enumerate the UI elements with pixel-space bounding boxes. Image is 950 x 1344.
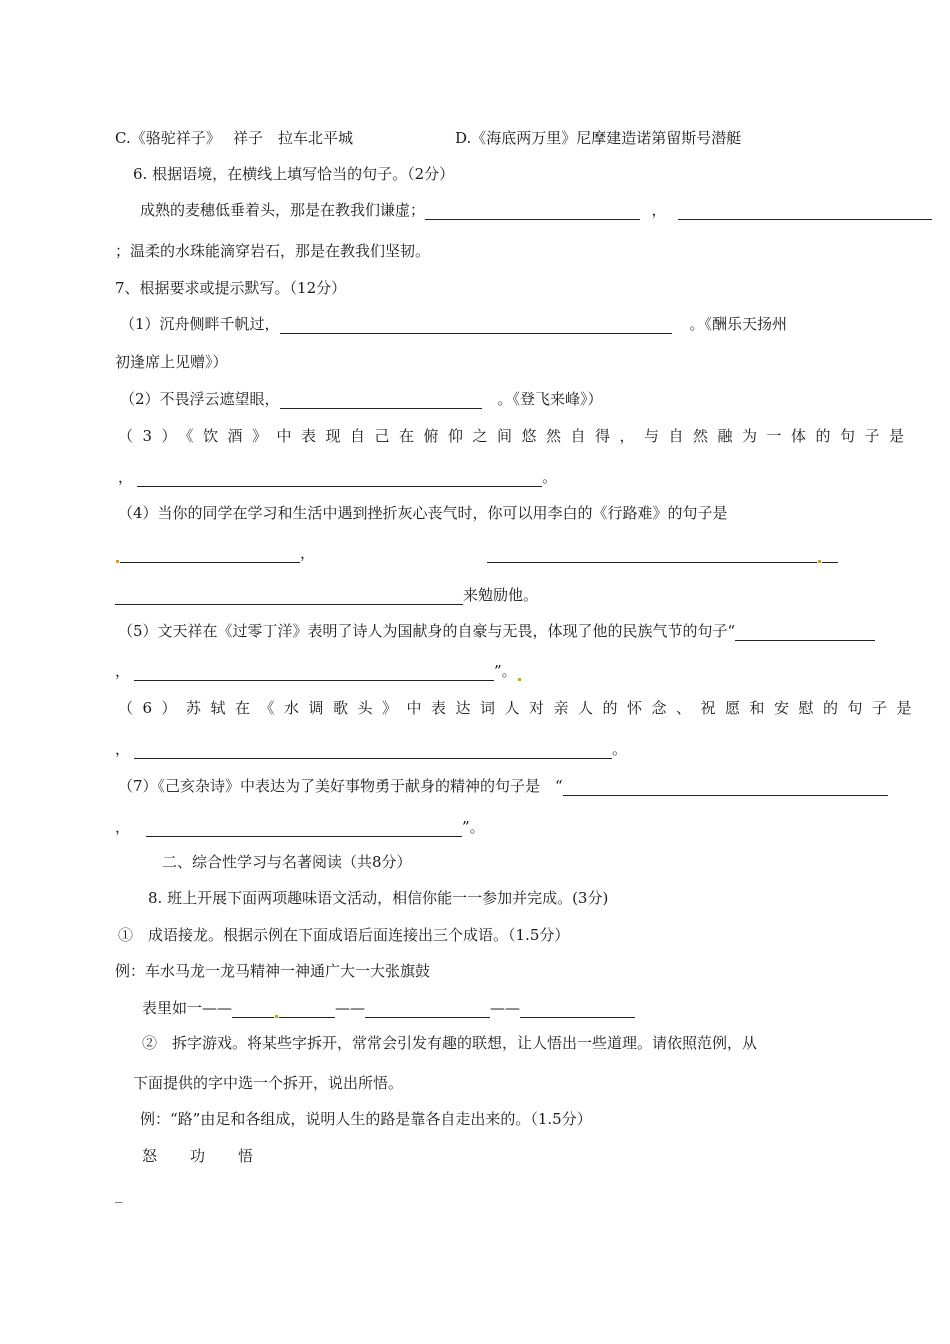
q7-4-comma: ，: [300, 544, 316, 562]
idiom-blank-1a[interactable]: [232, 1001, 274, 1018]
q7-6-answer: [115, 739, 627, 759]
q7-item-6: （6）苏轼在《水调歌头》中表达词人对亲人的怀念、祝愿和安慰的句子是: [118, 699, 922, 717]
q7-3-blank[interactable]: [137, 470, 542, 487]
q8-part-2: ② 拆字游戏。将某些字拆开，常常会引发有趣的联想，让人悟出一些道理。请依照范例，从: [142, 1034, 758, 1052]
q5-option-d: D.《海底两万里》尼摩建造诺第留斯号潜艇: [455, 129, 742, 147]
q7-5-answer: [115, 661, 522, 681]
q6-blank-1[interactable]: [425, 203, 640, 220]
q7-4-blank-2[interactable]: [487, 546, 817, 563]
q6-line1: [140, 200, 932, 220]
mark-dot: [275, 1015, 278, 1018]
q7-item-5: [118, 621, 875, 641]
q7-4-end: 来勉励他。: [463, 586, 539, 604]
q7-title: 7、根据要求或提示默写。（12分）: [115, 279, 347, 297]
mark-dot: [518, 678, 521, 681]
q7-6-lead: ，: [115, 740, 131, 758]
q7-1-source-cont: 初逢席上见赠》）: [115, 353, 228, 371]
q8-title: 8. 班上开展下面两项趣味语文活动，相信你能一一参加并完成。(3分): [148, 889, 609, 907]
idiom-dash-2: ——: [490, 999, 521, 1017]
q7-item-3: （3）《饮酒》中表现自己在俯仰之间悠然自得，与自然融为一体的句子是: [118, 427, 914, 445]
q7-4-blank-1[interactable]: [120, 546, 300, 563]
q8-part-1: ① 成语接龙。根据示例在下面成语后面连接出三个成语。（1.5分）: [118, 926, 570, 944]
q7-4-blank-3[interactable]: [115, 588, 463, 605]
q7-7-end: ”。: [462, 818, 485, 836]
q8-part-1-example: 例：车水马龙一龙马精神一神通广大一大张旗鼓: [115, 962, 431, 980]
q5-option-c: C.《骆驼祥子》 祥子 拉车北平城: [115, 129, 353, 147]
q7-item-7: [118, 776, 888, 796]
q7-7-blank-1[interactable]: [563, 779, 888, 796]
q7-item-1: [120, 314, 787, 334]
q6-line2: ；温柔的水珠能滴穿岩石，那是在教我们坚韧。: [115, 242, 431, 260]
trailing-mark: _: [115, 1185, 123, 1203]
q7-3-answer: [118, 467, 557, 487]
q6-title: 6. 根据语境，在横线上填写恰当的句子。（2分）: [133, 165, 455, 183]
char-option-wu: 悟: [238, 1147, 254, 1165]
q7-1-text: （1）沉舟侧畔千帆过，: [120, 315, 280, 333]
q8-part-2-example: 例：“路”由足和各组成，说明人生的路是靠各自走出来的。（1.5分）: [140, 1110, 592, 1128]
mark-dot: [116, 560, 119, 563]
char-option-gong: 功: [190, 1147, 206, 1165]
q8-char-choices: [142, 1146, 253, 1166]
q7-3-end: 。: [542, 468, 558, 486]
q7-7-blank-2[interactable]: [146, 820, 462, 837]
idiom-dash-1: ——: [335, 999, 366, 1017]
q7-7-lead: ，: [115, 818, 131, 836]
q7-item-2: [120, 389, 603, 409]
idiom-blank-3[interactable]: [520, 1001, 635, 1018]
q7-6-end: 。: [612, 740, 628, 758]
q7-5-end: ”。: [494, 662, 517, 680]
q7-7-answer: [115, 817, 485, 837]
q7-2-source: 。《登飞来峰》）: [497, 390, 603, 408]
idiom-blank-1b[interactable]: [279, 1001, 335, 1018]
q7-1-source: 。《酬乐天扬州: [689, 315, 788, 333]
section-2-title: 二、综合性学习与名著阅读（共8分）: [162, 853, 412, 871]
q7-3-lead: ，: [118, 468, 134, 486]
idiom-start: 表里如一——: [142, 999, 233, 1017]
q8-idiom-chain: [142, 998, 635, 1018]
q6-line1-text: 成熟的麦穗低垂着头，那是在教我们谦虚；: [140, 201, 426, 219]
q7-2-blank[interactable]: [280, 392, 482, 409]
q7-4-answer-line1: [115, 543, 315, 563]
q6-comma: ，: [651, 201, 667, 219]
q7-6-blank[interactable]: [134, 742, 612, 759]
q7-5-text: （5）文天祥在《过零丁洋》表明了诗人为国献身的自豪与无畏，体现了他的民族气节的句子“: [118, 622, 736, 640]
q7-4-blank-2-tail[interactable]: [822, 546, 838, 563]
q7-7-text: （7）《己亥杂诗》中表达为了美好事物勇于献身的精神的句子是 “: [118, 777, 563, 795]
q7-1-blank[interactable]: [280, 317, 672, 334]
char-option-nu: 怒: [142, 1147, 158, 1165]
q7-4-answer-line2: [115, 585, 538, 605]
mark-dot: [818, 560, 821, 563]
idiom-blank-2[interactable]: [365, 1001, 490, 1018]
q7-5-lead: ，: [115, 662, 131, 680]
q6-blank-2[interactable]: [678, 203, 932, 220]
q7-5-blank-2[interactable]: [134, 664, 494, 681]
q7-4-answer-line1b: [487, 543, 838, 563]
q7-item-4: （4）当你的同学在学习和生活中遇到挫折灰心丧气时，你可以用李白的《行路难》的句子是: [118, 504, 728, 522]
q8-part-2-cont: 下面提供的字中选一个拆开，说出所悟。: [133, 1074, 404, 1092]
q7-5-blank-1[interactable]: [735, 624, 875, 641]
q7-2-text: （2）不畏浮云遮望眼，: [120, 390, 280, 408]
